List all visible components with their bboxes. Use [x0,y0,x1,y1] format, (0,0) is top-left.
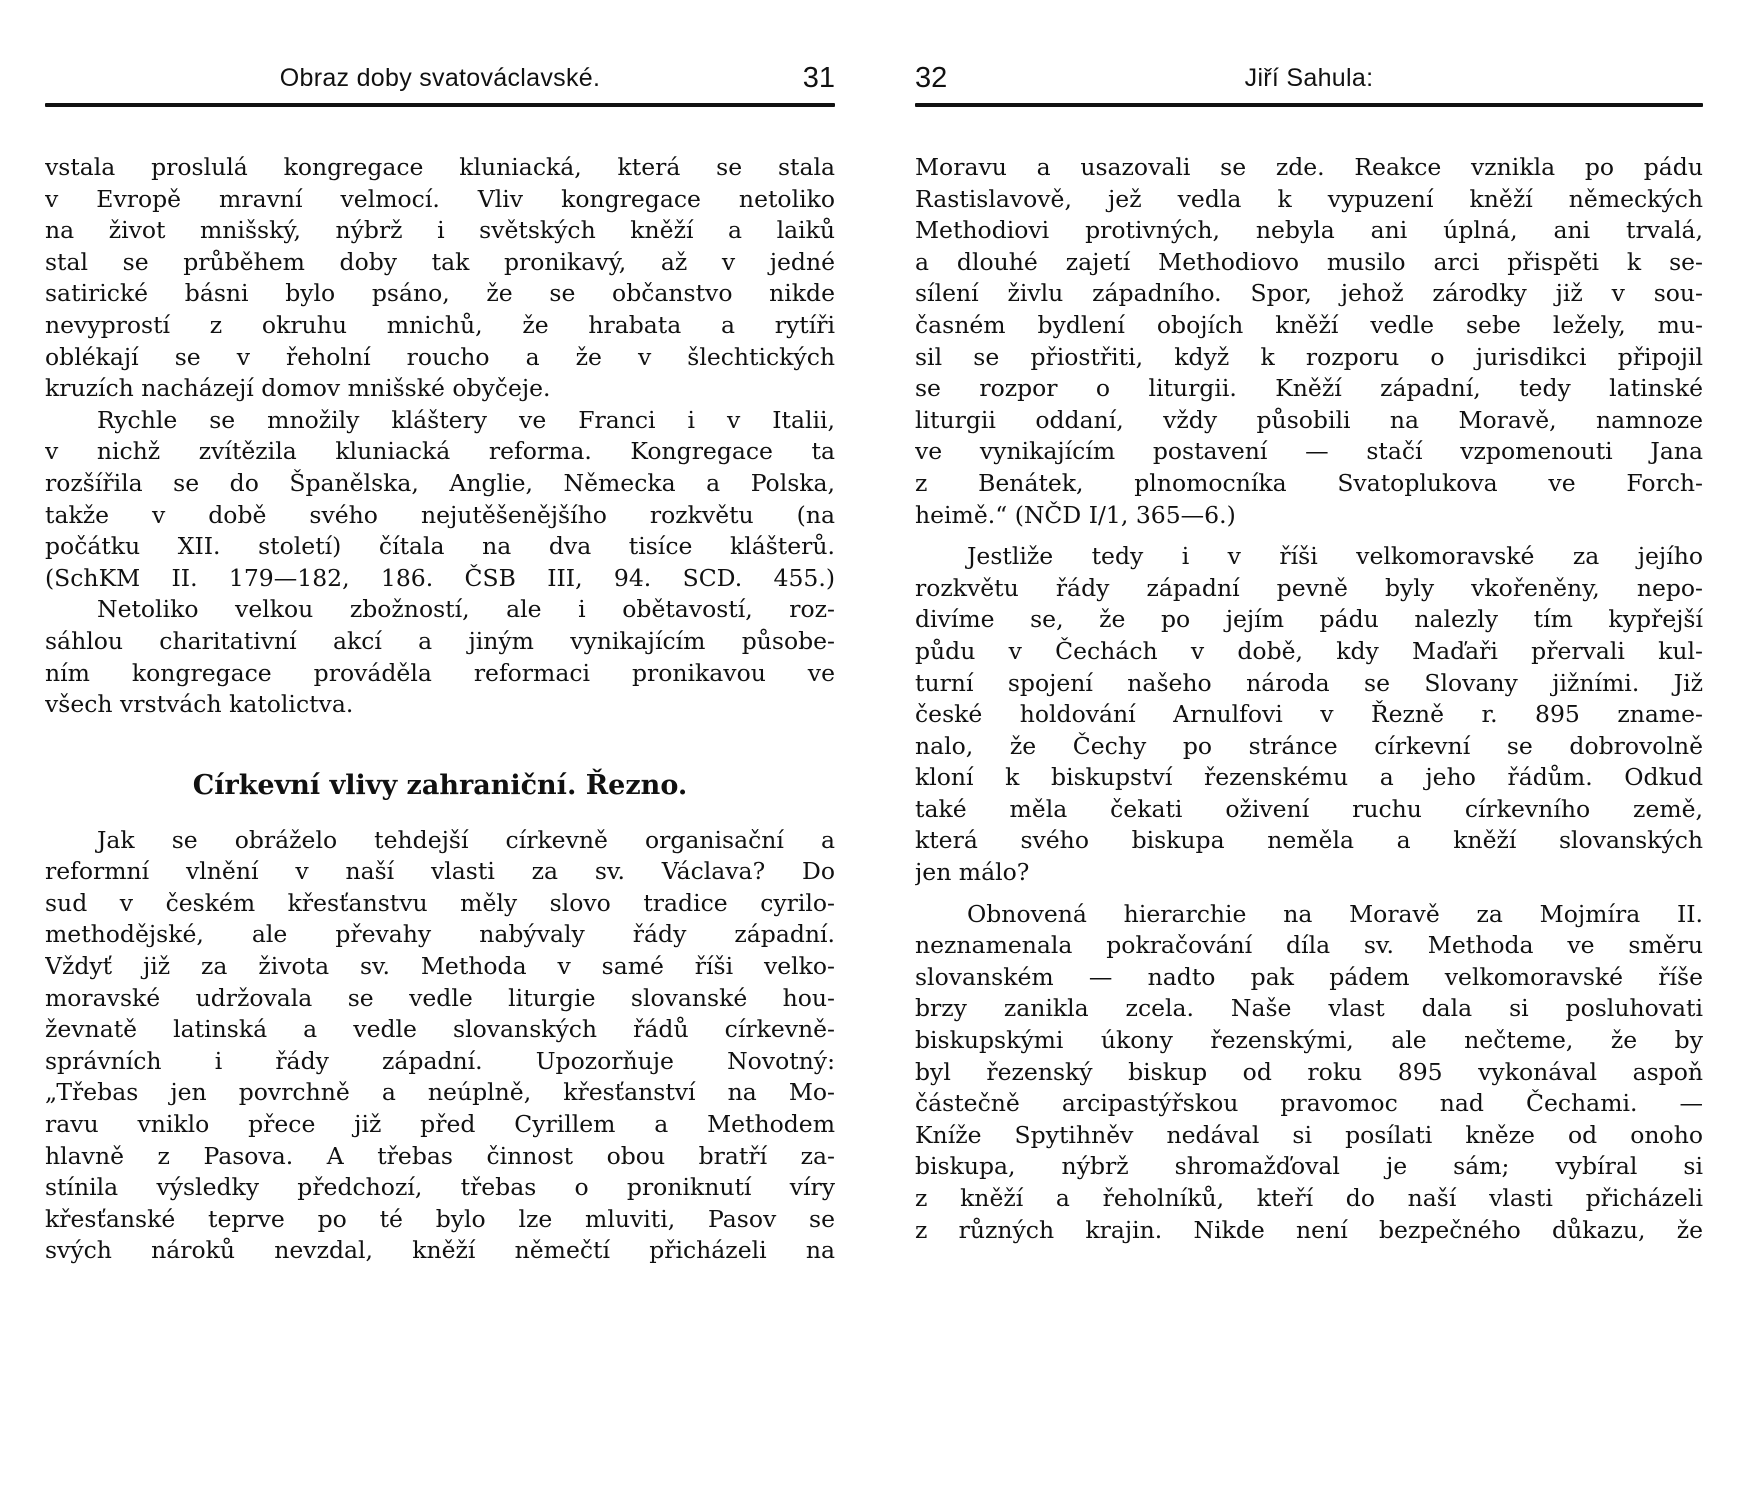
text-line: Methodiovi protivných, nebyla ani úplná, ani trvalá, [915,216,1703,245]
text-line: methodějské, ale převahy nabývaly řády západní. [45,920,835,949]
text-line: Moravu a usazovali se zde. Reakce vznikla po pádu [915,153,1703,181]
text-line: slovanském — nadto pak pádem velkomoravské říše [915,962,1703,991]
text-line: sáhlou charitativní akcí a jiným vynikajícím působe- [45,626,835,655]
paragraph [45,825,835,1267]
text-line: biskupskými úkony řezenskými, ale nečteme, že by [915,1026,1703,1055]
text-line: byl řezenský biskup od roku 895 vykonával aspoň [915,1057,1703,1086]
text-line: liturgii oddaní, vždy působili na Moravě, namnoze [915,405,1703,434]
text-line: Rychle se množily kláštery ve Franci i v Italii, [97,405,835,434]
text-line: Obnovená hierarchie na Moravě za Mojmíra II. [967,899,1703,928]
text-line: Jak se obráželo tehdejší církevně organisační a [97,825,835,854]
page-body [45,152,835,1267]
text-line: v nichž zvítězila kluniacká reforma. Kongregace ta [45,437,835,466]
text-line: v Evropě mravní velmocí. Vliv kongregace netoliko [45,184,835,213]
text-line: moravské udržovala se vedle liturgie slovanské hou- [45,983,835,1012]
text-line: se rozpor o liturgii. Kněží západní, tedy latinské [915,374,1703,403]
text-line: biskupa, nýbrž shromažďoval je sám; vybíral si [915,1152,1703,1181]
text-line: nalo, že Čechy po stránce církevní se dobrovolně [915,731,1703,760]
text-line: z Benátek, plnomocníka Svatoplukova ve Forch- [915,468,1703,497]
paragraph [915,152,1703,531]
text-line: jen málo? [915,858,1030,887]
text-line: oblékají se v řeholní roucho a že v šlechtických [45,342,835,371]
page-body [915,152,1703,1246]
text-line: hlavně z Pasova. A třebas činnost obou bratří za- [45,1141,835,1170]
text-line: Netoliko velkou zbožností, ale i obětavostí, roz- [97,595,835,624]
text-line: z různých krajin. Nikde není bezpečného důkazu, že [915,1215,1703,1244]
text-line: na život mnišský, nýbrž i světských kněží a laiků [45,216,835,245]
text-line: vstala proslulá kongregace kluniacká, která se stala [45,153,835,181]
text-line: částečně arcipastýřskou pravomoc nad Čechami. — [915,1089,1703,1118]
text-line: kloní k biskupství řezenskému a jeho řádům. Odkud [915,763,1703,792]
text-line: ravu vniklo přece již před Cyrillem a Methodem [45,1110,835,1139]
text-line: reformní vlnění v naší vlasti za sv. Václava? Do [45,857,835,886]
text-line: počátku XII. století) čítala na dva tisíce klášterů. [45,532,835,561]
page-number: 31 [802,62,835,94]
text-line: která svého biskupa neměla a kněží slovanských [915,826,1703,855]
paragraph [45,594,835,720]
text-line: Kníže Spytihněv nedával si posílati kněze od onoho [915,1120,1703,1149]
text-line: české holdování Arnulfovi v Řezně r. 895 zname- [915,700,1703,729]
text-line: ve vynikajícím postavení — stačí vzpomenouti Jana [915,437,1703,466]
text-line: (SchKM II. 179—182, 186. ČSB III, 94. SCD. 455.) [45,563,835,592]
paragraph [915,541,1703,889]
text-line: správních i řády západní. Upozorňuje Novotný: [45,1046,835,1075]
text-line: rozkvětu řády západní pevně byly vkořeněny, nepo- [915,573,1703,602]
text-line: a dlouhé zajetí Methodiovo musilo arci přispěti k se- [915,247,1703,276]
text-line: svých nároků nevzdal, kněží němečtí přicházeli na [45,1236,835,1265]
text-line: takže v době svého nejutěšenějšího rozkvětu (na [45,500,835,529]
text-line: turní spojení našeho národa se Slovany jižními. Již [915,668,1703,697]
text-line: časném bydlení obojích kněží vedle sebe ležely, mu- [915,310,1703,339]
header-rule [45,103,835,107]
paragraph [915,899,1703,1247]
running-header [915,62,1703,102]
text-line: brzy zanikla zcela. Naše vlast dala si posluhovati [915,994,1703,1023]
text-line: z kněží a řeholníků, kteří do naší vlasti přicházeli [915,1184,1703,1212]
paragraph [45,152,835,405]
text-line: sílení živlu západního. Spor, jehož zárodky již v sou- [915,279,1703,308]
running-header [45,62,835,102]
text-line: sil se přiostřiti, když k rozporu o jurisdikci připojil [915,342,1703,371]
text-line: heimě.“ (NČD I/1, 365—6.) [915,500,1236,529]
running-head-title: Obraz doby svatováclavské. [279,64,601,92]
text-line: „Třebas jen povrchně a neúplně, křesťanství na Mo- [45,1078,835,1107]
text-line: nevyprostí z okruhu mnichů, že hrabata a rytíři [45,310,835,339]
text-line: neznamenala pokračování díla sv. Methoda ve směru [915,931,1703,960]
text-line: kruzích nacházejí domov mnišské obyčeje. [45,374,551,403]
text-line: křesťanské teprve po té bylo lze mluviti, Pasov se [45,1204,835,1233]
paragraph [45,405,835,595]
text-line: také měla čekati oživení ruchu církevního země, [915,794,1703,823]
header-rule [915,103,1703,107]
running-head-title: Jiří Sahula: [1244,64,1374,92]
text-line: všech vrstvách katolictva. [45,690,354,719]
text-line: Rastislavově, jež vedla k vypuzení kněží německých [915,184,1703,213]
text-line: rozšířila se do Španělska, Anglie, Německa a Polska, [45,468,835,497]
text-line: ním kongregace prováděla reformaci pronikavou ve [45,658,835,687]
text-line: půdu v Čechách v době, kdy Maďaři přervali kul- [915,636,1703,665]
page-number: 32 [915,62,948,94]
left-page [45,0,835,1500]
section-heading: Církevní vlivy zahraniční. Řezno. [192,769,688,801]
text-line: ževnatě latinská a vedle slovanských řádů církevně- [45,1015,835,1044]
text-line: Vždyť již za života sv. Methoda v samé říši velko- [45,952,835,981]
right-page [915,0,1703,1500]
text-line: stal se průběhem doby tak pronikavý, až v jedné [45,247,835,276]
text-line: Jestliže tedy i v říši velkomoravské za jejího [967,542,1703,571]
text-line: sud v českém křesťanstvu měly slovo tradice cyrilo- [45,888,835,917]
text-line: divíme se, že po jejím pádu nalezly tím kypřejší [915,605,1703,634]
text-line: stínila výsledky předchozí, třebas o proniknutí víry [45,1173,835,1202]
text-line: satirické básni bylo psáno, že se občanstvo nikde [45,279,835,308]
